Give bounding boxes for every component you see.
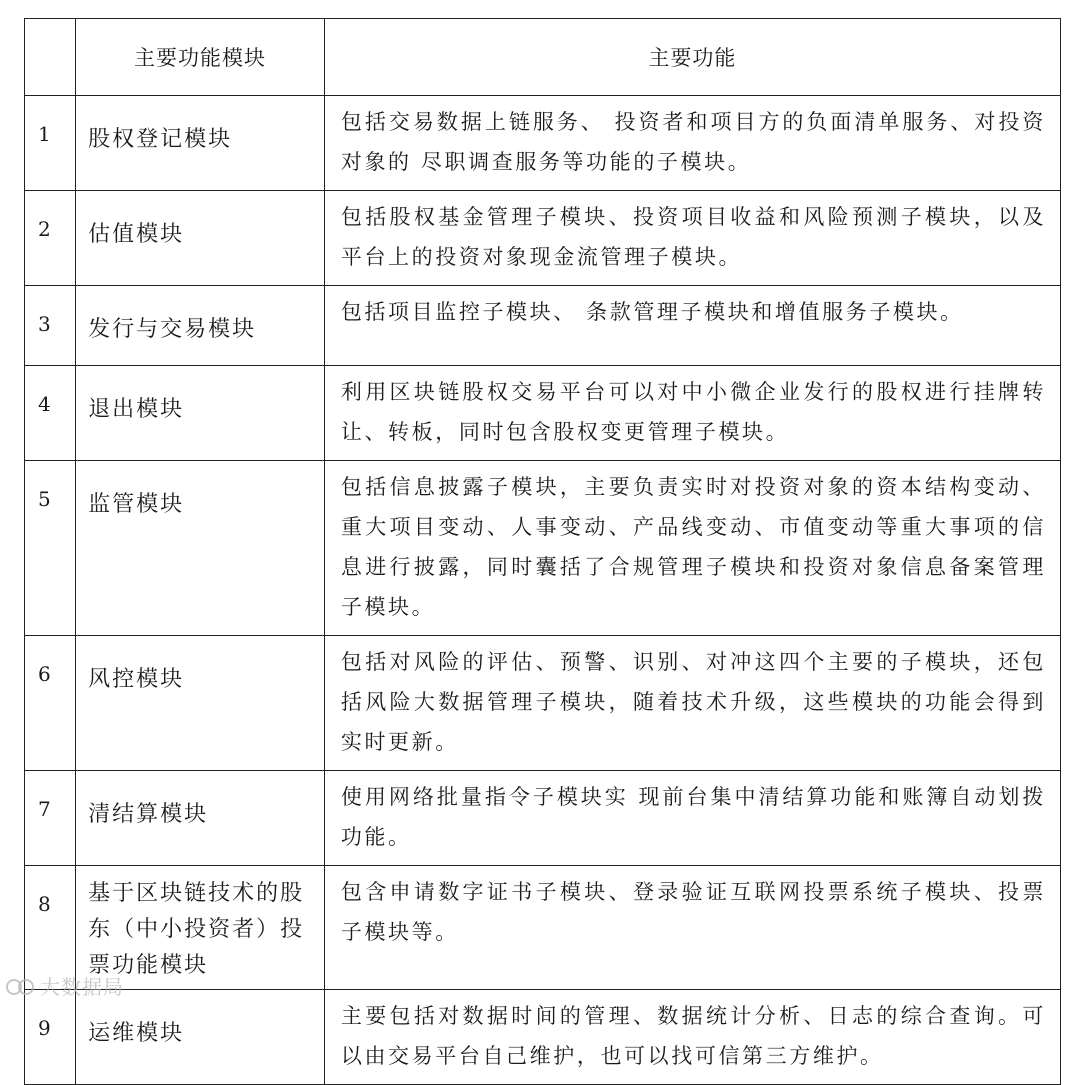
row-number: 5 <box>25 461 76 636</box>
row-module: 运维模块 <box>76 990 325 1085</box>
table-row <box>25 990 1061 1085</box>
watermark-logo-icon <box>6 976 34 996</box>
row-module: 股权登记模块 <box>76 96 325 191</box>
row-number: 6 <box>25 636 76 771</box>
row-number: 7 <box>25 771 76 866</box>
row-function: 包括股权基金管理子模块、投资项目收益和风险预测子模块，以及平台上的投资对象现金流管理子模块。 <box>324 191 1060 286</box>
row-function: 包括交易数据上链服务、 投资者和项目方的负面清单服务、对投资对象的 尽职调查服务等功能的子模块。 <box>324 96 1060 191</box>
header-module: 主要功能模块 <box>76 19 325 96</box>
table-row <box>25 96 1061 191</box>
table-row <box>25 866 1061 990</box>
table-row <box>25 636 1061 771</box>
row-function: 使用网络批量指令子模块实 现前台集中清结算功能和账簿自动划拨功能。 <box>324 771 1060 866</box>
table-header-row <box>25 19 1061 96</box>
table-row <box>25 461 1061 636</box>
row-number: 2 <box>25 191 76 286</box>
watermark <box>6 971 124 1000</box>
header-function: 主要功能 <box>324 19 1060 96</box>
row-module: 退出模块 <box>76 366 325 461</box>
row-function: 包含申请数字证书子模块、登录验证互联网投票系统子模块、投票子模块等。 <box>324 866 1060 990</box>
row-function: 包括对风险的评估、预警、识别、对冲这四个主要的子模块，还包括风险大数据管理子模块，随着技术升级，这些模块的功能会得到实时更新。 <box>324 636 1060 771</box>
row-number: 8 <box>25 866 76 990</box>
row-module: 风控模块 <box>76 636 325 771</box>
row-module: 发行与交易模块 <box>76 286 325 366</box>
row-number: 4 <box>25 366 76 461</box>
row-number: 3 <box>25 286 76 366</box>
row-function: 包括项目监控子模块、 条款管理子模块和增值服务子模块。 <box>324 286 1060 366</box>
module-table <box>24 18 1061 1085</box>
table-row <box>25 286 1061 366</box>
row-function: 包括信息披露子模块，主要负责实时对投资对象的资本结构变动、重大项目变动、人事变动、产品线变动、市值变动等重大事项的信息进行披露，同时囊括了合规管理子模块和投资对象信息备案管理子模块。 <box>324 461 1060 636</box>
row-number: 1 <box>25 96 76 191</box>
row-module: 基于区块链技术的股东（中小投资者）投票功能模块 <box>76 866 325 990</box>
table-row <box>25 191 1061 286</box>
header-number <box>25 19 76 96</box>
watermark-text: 大数据局 <box>40 975 124 999</box>
table-row <box>25 366 1061 461</box>
table-row <box>25 771 1061 866</box>
row-function: 利用区块链股权交易平台可以对中小微企业发行的股权进行挂牌转让、转板，同时包含股权变更管理子模块。 <box>324 366 1060 461</box>
row-module: 估值模块 <box>76 191 325 286</box>
row-module: 监管模块 <box>76 461 325 636</box>
row-function: 主要包括对数据时间的管理、数据统计分析、日志的综合查询。可以由交易平台自己维护，也可以找可信第三方维护。 <box>324 990 1060 1085</box>
row-number: 9 <box>25 990 76 1085</box>
row-module: 清结算模块 <box>76 771 325 866</box>
